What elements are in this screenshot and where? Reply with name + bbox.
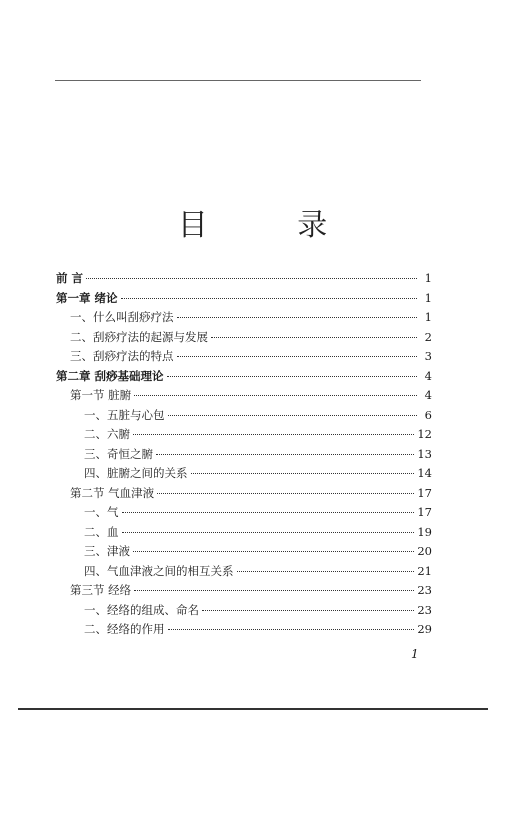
toc-entry-page: 17	[417, 505, 432, 519]
toc-entry[interactable]	[56, 581, 432, 601]
toc-entry-label: 第一章 绪论	[56, 290, 118, 305]
toc-entry[interactable]	[56, 523, 432, 543]
toc-entry-label: 第三节 经络	[70, 583, 132, 597]
toc-entry-label: 一、什么叫刮痧疗法	[70, 310, 174, 324]
toc-entry-page: 23	[417, 583, 432, 597]
toc-entry-page: 13	[417, 446, 432, 461]
dot-leader	[177, 356, 418, 357]
footer-page-number: 1	[411, 647, 419, 661]
toc-entry[interactable]	[56, 601, 432, 621]
toc-entry[interactable]	[56, 367, 432, 387]
toc-entry-page: 17	[417, 485, 432, 500]
toc-entry-label: 一、经络的组成、命名	[84, 602, 199, 617]
toc-entry[interactable]	[56, 308, 432, 328]
toc-entry-page: 12	[417, 427, 432, 441]
dot-leader	[191, 473, 415, 474]
toc-entry[interactable]	[56, 347, 432, 367]
toc-entry-page: 2	[424, 329, 432, 344]
toc-entry-label: 三、津液	[84, 544, 130, 558]
dot-leader	[134, 590, 414, 591]
dot-leader	[202, 610, 414, 611]
toc-entry[interactable]	[56, 289, 432, 309]
toc-entry[interactable]	[56, 445, 432, 465]
dot-leader	[237, 571, 415, 572]
toc-entry[interactable]	[56, 620, 432, 640]
dot-leader	[157, 493, 414, 494]
toc-entry-label: 前 言	[56, 271, 84, 285]
toc-entry[interactable]	[56, 542, 432, 562]
dot-leader	[168, 629, 415, 630]
dot-leader	[211, 337, 417, 338]
toc-entry-page: 19	[417, 524, 432, 539]
toc-entry-page: 23	[417, 602, 432, 617]
toc-entry[interactable]	[56, 425, 432, 445]
dot-leader	[86, 278, 417, 279]
toc-entry-page: 14	[417, 466, 432, 480]
toc-entry-label: 第二章 刮痧基础理论	[56, 368, 164, 383]
toc-entry-label: 二、血	[84, 524, 119, 539]
toc-entry[interactable]	[56, 406, 432, 426]
dot-leader	[133, 551, 414, 552]
toc-entry-label: 第二节 气血津液	[70, 485, 155, 500]
toc-entry-page: 3	[424, 349, 432, 363]
toc-entry-page: 1	[424, 310, 432, 324]
toc-entry[interactable]	[56, 269, 432, 289]
toc-entry-label: 二、六腑	[84, 427, 130, 441]
toc-entry-label: 第一节 脏腑	[70, 388, 132, 402]
toc-entry-label: 三、奇恒之腑	[84, 446, 153, 461]
toc-entry[interactable]	[56, 503, 432, 523]
toc-entry-label: 三、刮痧疗法的特点	[70, 349, 174, 363]
page-title: 目 录	[177, 208, 368, 243]
toc-entry-page: 1	[424, 271, 432, 285]
toc-entry[interactable]	[56, 464, 432, 484]
dot-leader	[177, 317, 418, 318]
dot-leader	[122, 532, 415, 533]
toc-entry-page: 6	[424, 407, 432, 422]
dot-leader	[122, 512, 415, 513]
toc-entry-label: 四、脏腑之间的关系	[84, 466, 188, 480]
toc-entry-page: 20	[417, 544, 432, 558]
toc-entry-label: 二、刮痧疗法的起源与发展	[70, 329, 208, 344]
dot-leader	[134, 395, 417, 396]
dot-leader	[167, 376, 417, 377]
dot-leader	[168, 415, 418, 416]
toc-entry[interactable]	[56, 328, 432, 348]
toc-entry-page: 4	[424, 388, 432, 402]
dot-leader	[133, 434, 414, 435]
toc-entry-page: 21	[417, 563, 432, 578]
toc-entry-page: 29	[417, 622, 432, 636]
toc-entry-label: 四、气血津液之间的相互关系	[84, 563, 234, 578]
dot-leader	[121, 298, 417, 299]
toc-entry-label: 二、经络的作用	[84, 622, 165, 636]
toc-entry-label: 一、气	[84, 505, 119, 519]
table-of-contents	[56, 269, 432, 640]
toc-entry[interactable]	[56, 484, 432, 504]
bottom-rule	[18, 708, 488, 710]
toc-entry-page: 1	[424, 290, 432, 305]
toc-entry[interactable]	[56, 386, 432, 406]
toc-entry-label: 一、五脏与心包	[84, 407, 165, 422]
dot-leader	[156, 454, 414, 455]
toc-entry[interactable]	[56, 562, 432, 582]
toc-entry-page: 4	[424, 368, 432, 383]
top-rule	[55, 80, 421, 81]
